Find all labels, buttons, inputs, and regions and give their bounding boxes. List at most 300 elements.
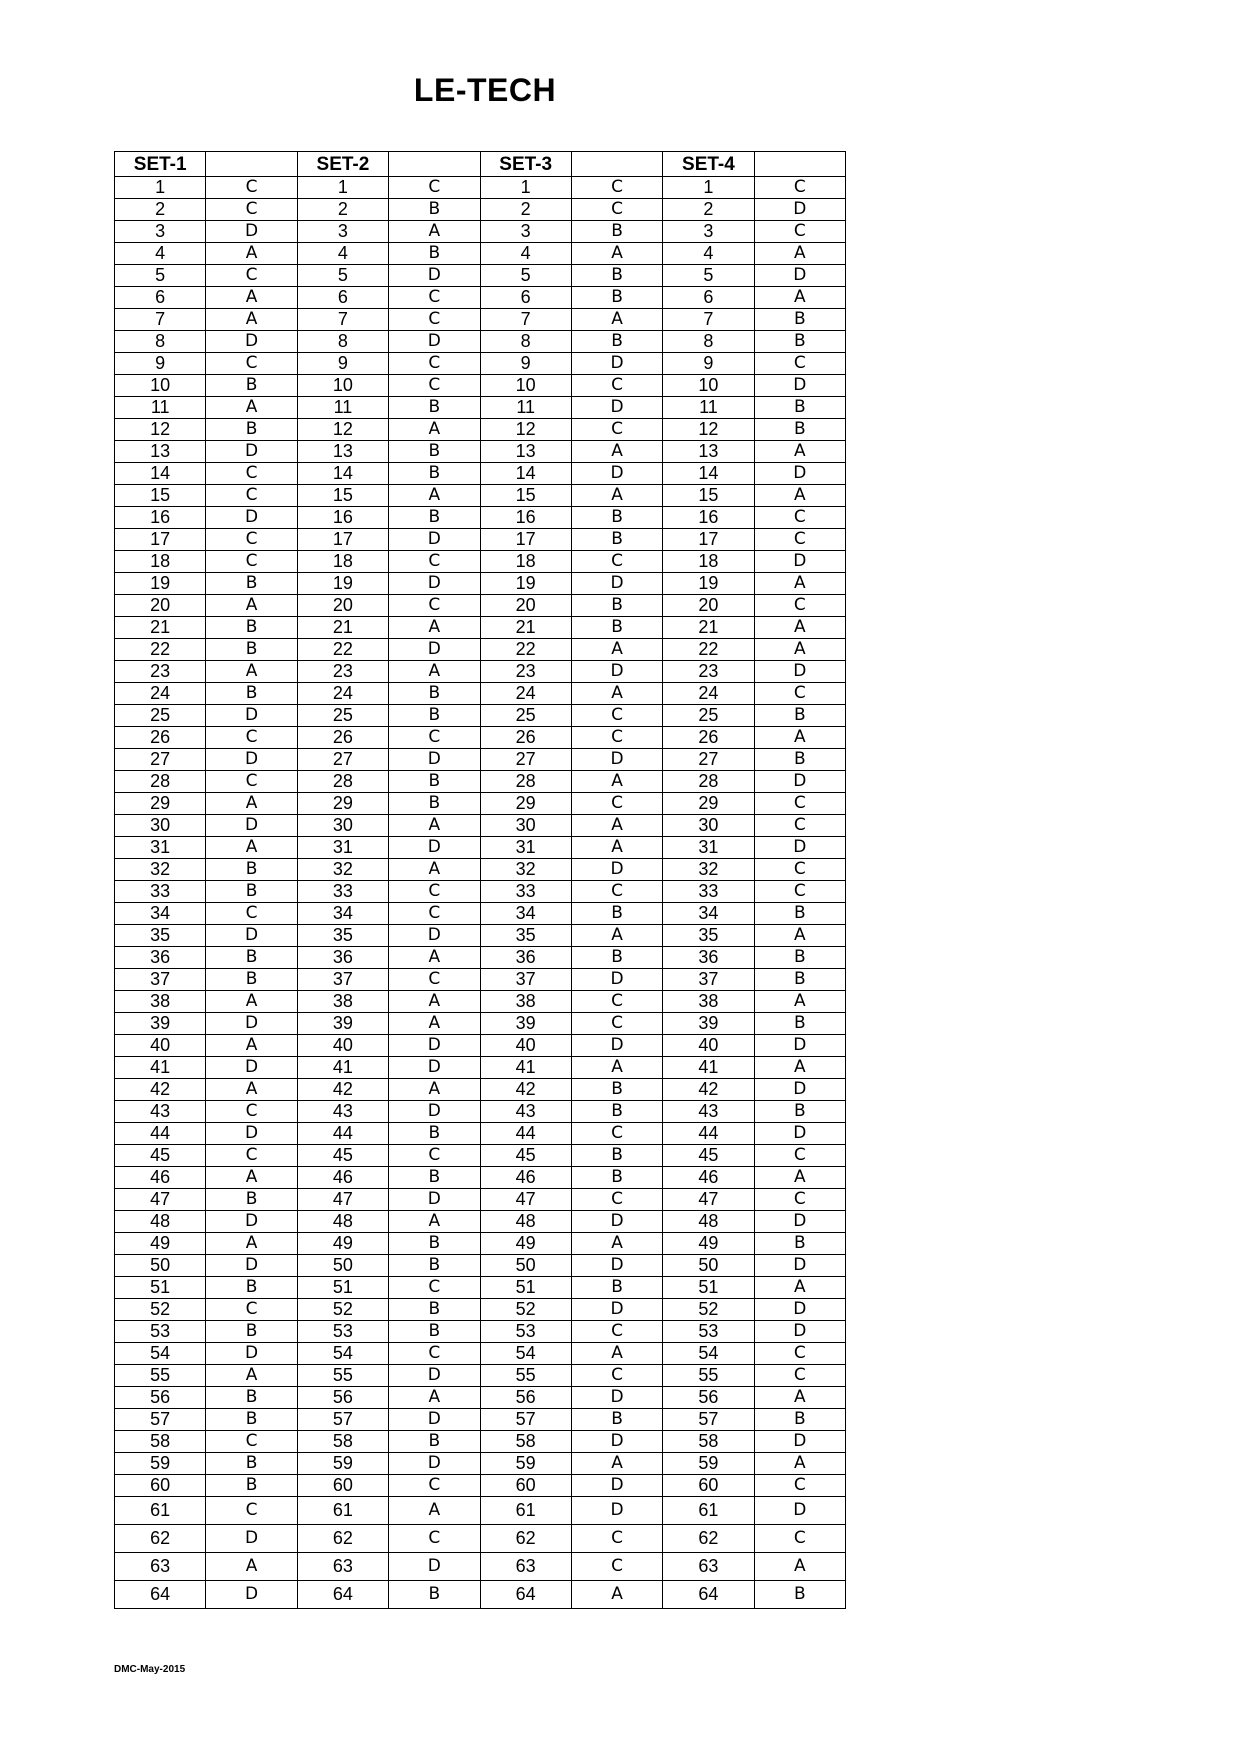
question-number-cell: 60 — [663, 1475, 754, 1497]
question-number-cell: 37 — [663, 969, 754, 991]
table-row — [115, 1365, 846, 1387]
answer-cell: B — [571, 287, 662, 309]
answer-cell: C — [754, 529, 845, 551]
answer-cell: C — [389, 1145, 480, 1167]
question-number-cell: 13 — [115, 441, 206, 463]
question-number-cell: 21 — [663, 617, 754, 639]
answer-cell: B — [206, 881, 297, 903]
question-number-cell: 47 — [663, 1189, 754, 1211]
question-number-cell: 45 — [480, 1145, 571, 1167]
question-number-cell: 62 — [115, 1525, 206, 1553]
table-row — [115, 749, 846, 771]
question-number-cell: 59 — [115, 1453, 206, 1475]
question-number-cell: 18 — [663, 551, 754, 573]
question-number-cell: 1 — [297, 177, 388, 199]
question-number-cell: 17 — [663, 529, 754, 551]
question-number-cell: 44 — [297, 1123, 388, 1145]
answer-cell: C — [571, 1525, 662, 1553]
answer-cell: B — [206, 1453, 297, 1475]
question-number-cell: 57 — [297, 1409, 388, 1431]
question-number-cell: 57 — [663, 1409, 754, 1431]
answer-cell: B — [571, 1079, 662, 1101]
table-row — [115, 661, 846, 683]
question-number-cell: 18 — [297, 551, 388, 573]
answer-cell: D — [206, 1013, 297, 1035]
answer-cell: D — [754, 463, 845, 485]
answer-cell: D — [571, 661, 662, 683]
question-number-cell: 32 — [663, 859, 754, 881]
question-number-cell: 23 — [480, 661, 571, 683]
answer-cell: B — [206, 639, 297, 661]
table-row — [115, 969, 846, 991]
answer-cell: C — [206, 463, 297, 485]
table-row — [115, 1233, 846, 1255]
question-number-cell: 57 — [480, 1409, 571, 1431]
question-number-cell: 59 — [297, 1453, 388, 1475]
question-number-cell: 2 — [297, 199, 388, 221]
question-number-cell: 11 — [480, 397, 571, 419]
table-row — [115, 947, 846, 969]
table-row — [115, 441, 846, 463]
table-row — [115, 859, 846, 881]
answer-cell: C — [754, 1343, 845, 1365]
table-row — [115, 353, 846, 375]
question-number-cell: 17 — [297, 529, 388, 551]
answer-cell: A — [754, 441, 845, 463]
answer-cell: D — [206, 749, 297, 771]
answer-cell: C — [571, 551, 662, 573]
question-number-cell: 41 — [480, 1057, 571, 1079]
answer-cell: C — [206, 199, 297, 221]
question-number-cell: 47 — [480, 1189, 571, 1211]
question-number-cell: 54 — [480, 1343, 571, 1365]
answer-cell: A — [206, 991, 297, 1013]
table-row — [115, 485, 846, 507]
question-number-cell: 10 — [480, 375, 571, 397]
question-number-cell: 26 — [480, 727, 571, 749]
answer-cell: B — [571, 507, 662, 529]
table-row — [115, 199, 846, 221]
question-number-cell: 4 — [480, 243, 571, 265]
header-cell — [754, 152, 845, 177]
answer-cell: D — [389, 1057, 480, 1079]
question-number-cell: 11 — [115, 397, 206, 419]
question-number-cell: 16 — [480, 507, 571, 529]
question-number-cell: 24 — [115, 683, 206, 705]
question-number-cell: 7 — [297, 309, 388, 331]
answer-cell: D — [754, 1431, 845, 1453]
answer-cell: D — [206, 507, 297, 529]
answer-cell: B — [571, 947, 662, 969]
question-number-cell: 46 — [480, 1167, 571, 1189]
question-number-cell: 39 — [480, 1013, 571, 1035]
question-number-cell: 31 — [663, 837, 754, 859]
answer-cell: C — [206, 485, 297, 507]
question-number-cell: 16 — [115, 507, 206, 529]
answer-cell: D — [389, 1365, 480, 1387]
question-number-cell: 19 — [115, 573, 206, 595]
question-number-cell: 5 — [297, 265, 388, 287]
question-number-cell: 36 — [663, 947, 754, 969]
answer-cell: C — [571, 1189, 662, 1211]
question-number-cell: 53 — [480, 1321, 571, 1343]
question-number-cell: 37 — [480, 969, 571, 991]
answer-cell: C — [389, 1343, 480, 1365]
answer-cell: D — [206, 705, 297, 727]
answer-cell: C — [389, 353, 480, 375]
answer-cell: C — [754, 1145, 845, 1167]
question-number-cell: 5 — [480, 265, 571, 287]
answer-cell: A — [389, 617, 480, 639]
table-row — [115, 309, 846, 331]
answer-cell: D — [389, 1101, 480, 1123]
answer-cell: A — [571, 837, 662, 859]
question-number-cell: 48 — [480, 1211, 571, 1233]
question-number-cell: 16 — [297, 507, 388, 529]
table-row — [115, 639, 846, 661]
question-number-cell: 21 — [115, 617, 206, 639]
answer-cell: C — [754, 793, 845, 815]
question-number-cell: 37 — [115, 969, 206, 991]
answer-cell: D — [389, 837, 480, 859]
table-row — [115, 221, 846, 243]
question-number-cell: 15 — [480, 485, 571, 507]
answer-cell: B — [389, 793, 480, 815]
answer-cell: B — [389, 199, 480, 221]
question-number-cell: 15 — [663, 485, 754, 507]
answer-cell: D — [571, 1497, 662, 1525]
question-number-cell: 32 — [115, 859, 206, 881]
question-number-cell: 50 — [480, 1255, 571, 1277]
answer-cell: B — [206, 617, 297, 639]
question-number-cell: 14 — [115, 463, 206, 485]
question-number-cell: 55 — [480, 1365, 571, 1387]
question-number-cell: 10 — [663, 375, 754, 397]
table-row — [115, 1101, 846, 1123]
answer-cell: B — [754, 1409, 845, 1431]
question-number-cell: 25 — [480, 705, 571, 727]
answer-cell: C — [571, 1365, 662, 1387]
answer-cell: B — [206, 947, 297, 969]
answer-cell: C — [389, 903, 480, 925]
question-number-cell: 20 — [663, 595, 754, 617]
answer-cell: C — [571, 1013, 662, 1035]
answer-cell: D — [571, 1431, 662, 1453]
answer-cell: C — [389, 551, 480, 573]
table-row — [115, 573, 846, 595]
table-row — [115, 1211, 846, 1233]
question-number-cell: 29 — [663, 793, 754, 815]
answer-cell: D — [571, 1211, 662, 1233]
question-number-cell: 60 — [480, 1475, 571, 1497]
table-row — [115, 837, 846, 859]
question-number-cell: 9 — [115, 353, 206, 375]
answer-cell: A — [571, 441, 662, 463]
table-row — [115, 1167, 846, 1189]
answer-cell: B — [389, 243, 480, 265]
answer-cell: D — [571, 969, 662, 991]
answer-cell: D — [571, 573, 662, 595]
table-row — [115, 463, 846, 485]
question-number-cell: 63 — [480, 1553, 571, 1581]
answer-cell: B — [389, 463, 480, 485]
table-row — [115, 419, 846, 441]
table-row — [115, 1497, 846, 1525]
answer-cell: A — [389, 419, 480, 441]
answer-cell: A — [389, 1497, 480, 1525]
answer-cell: D — [571, 1035, 662, 1057]
answer-cell: B — [389, 1233, 480, 1255]
answer-cell: C — [571, 705, 662, 727]
question-number-cell: 17 — [480, 529, 571, 551]
question-number-cell: 25 — [663, 705, 754, 727]
answer-cell: D — [754, 1079, 845, 1101]
answer-cell: C — [206, 903, 297, 925]
table-row — [115, 727, 846, 749]
question-number-cell: 54 — [663, 1343, 754, 1365]
question-number-cell: 17 — [115, 529, 206, 551]
question-number-cell: 53 — [297, 1321, 388, 1343]
answer-cell: B — [389, 1255, 480, 1277]
question-number-cell: 30 — [297, 815, 388, 837]
answer-cell: A — [754, 287, 845, 309]
question-number-cell: 20 — [480, 595, 571, 617]
question-number-cell: 22 — [115, 639, 206, 661]
question-number-cell: 28 — [480, 771, 571, 793]
answer-cell: C — [389, 727, 480, 749]
answer-cell: D — [571, 397, 662, 419]
answer-cell: D — [389, 639, 480, 661]
answer-cell: C — [754, 353, 845, 375]
table-row — [115, 595, 846, 617]
answer-cell: B — [571, 1409, 662, 1431]
question-number-cell: 61 — [480, 1497, 571, 1525]
question-number-cell: 12 — [297, 419, 388, 441]
answer-cell: A — [754, 639, 845, 661]
question-number-cell: 62 — [480, 1525, 571, 1553]
table-row — [115, 771, 846, 793]
answer-cell: A — [389, 661, 480, 683]
answer-cell: B — [754, 397, 845, 419]
answer-cell: A — [206, 837, 297, 859]
table-row — [115, 705, 846, 727]
answer-cell: C — [754, 507, 845, 529]
table-row — [115, 529, 846, 551]
answer-cell: B — [754, 1233, 845, 1255]
answer-cell: B — [754, 947, 845, 969]
answer-cell: B — [206, 1387, 297, 1409]
table-row — [115, 1123, 846, 1145]
answer-cell: D — [206, 1581, 297, 1609]
table-row — [115, 1409, 846, 1431]
answer-cell: A — [754, 1387, 845, 1409]
table-row — [115, 551, 846, 573]
answer-cell: C — [389, 1277, 480, 1299]
question-number-cell: 44 — [663, 1123, 754, 1145]
question-number-cell: 45 — [663, 1145, 754, 1167]
question-number-cell: 1 — [663, 177, 754, 199]
question-number-cell: 20 — [297, 595, 388, 617]
question-number-cell: 40 — [115, 1035, 206, 1057]
answer-cell: B — [389, 507, 480, 529]
table-row — [115, 881, 846, 903]
question-number-cell: 14 — [297, 463, 388, 485]
question-number-cell: 56 — [663, 1387, 754, 1409]
answer-cell: A — [571, 1453, 662, 1475]
answer-cell: B — [389, 1431, 480, 1453]
question-number-cell: 22 — [297, 639, 388, 661]
answer-cell: A — [206, 1079, 297, 1101]
table-row — [115, 1013, 846, 1035]
question-number-cell: 8 — [297, 331, 388, 353]
answer-cell: A — [571, 1343, 662, 1365]
answer-cell: B — [754, 331, 845, 353]
question-number-cell: 53 — [663, 1321, 754, 1343]
question-number-cell: 64 — [297, 1581, 388, 1609]
question-number-cell: 9 — [297, 353, 388, 375]
question-number-cell: 41 — [297, 1057, 388, 1079]
question-number-cell: 38 — [480, 991, 571, 1013]
answer-cell: A — [754, 1453, 845, 1475]
question-number-cell: 3 — [115, 221, 206, 243]
question-number-cell: 32 — [480, 859, 571, 881]
answer-cell: D — [754, 1123, 845, 1145]
answer-cell: B — [571, 1145, 662, 1167]
question-number-cell: 60 — [297, 1475, 388, 1497]
answer-cell: A — [571, 485, 662, 507]
table-row — [115, 1145, 846, 1167]
answer-cell: A — [754, 1057, 845, 1079]
answer-cell: C — [389, 1525, 480, 1553]
answer-cell: C — [206, 1497, 297, 1525]
answer-cell: A — [206, 661, 297, 683]
question-number-cell: 13 — [480, 441, 571, 463]
question-number-cell: 64 — [480, 1581, 571, 1609]
answer-cell: C — [206, 1299, 297, 1321]
answer-cell: B — [571, 1167, 662, 1189]
question-number-cell: 46 — [663, 1167, 754, 1189]
table-row — [115, 815, 846, 837]
table-row — [115, 793, 846, 815]
answer-cell: B — [754, 419, 845, 441]
question-number-cell: 55 — [297, 1365, 388, 1387]
question-number-cell: 34 — [115, 903, 206, 925]
table-row — [115, 617, 846, 639]
answer-cell: C — [206, 551, 297, 573]
header-cell: SET-2 — [297, 152, 388, 177]
question-number-cell: 23 — [663, 661, 754, 683]
question-number-cell: 42 — [115, 1079, 206, 1101]
answer-cell: A — [571, 639, 662, 661]
answer-cell: A — [206, 243, 297, 265]
answer-cell: A — [206, 1167, 297, 1189]
question-number-cell: 33 — [480, 881, 571, 903]
question-number-cell: 15 — [297, 485, 388, 507]
question-number-cell: 12 — [115, 419, 206, 441]
question-number-cell: 19 — [480, 573, 571, 595]
question-number-cell: 34 — [297, 903, 388, 925]
question-number-cell: 59 — [663, 1453, 754, 1475]
question-number-cell: 53 — [115, 1321, 206, 1343]
table-row — [115, 331, 846, 353]
answer-cell: A — [571, 815, 662, 837]
question-number-cell: 18 — [480, 551, 571, 573]
answer-cell: D — [206, 1343, 297, 1365]
answer-cell: C — [754, 595, 845, 617]
question-number-cell: 49 — [297, 1233, 388, 1255]
answer-cell: D — [206, 1057, 297, 1079]
answer-cell: C — [389, 177, 480, 199]
question-number-cell: 47 — [115, 1189, 206, 1211]
question-number-cell: 19 — [297, 573, 388, 595]
question-number-cell: 32 — [297, 859, 388, 881]
answer-cell: A — [754, 485, 845, 507]
answer-cell: B — [571, 265, 662, 287]
question-number-cell: 14 — [480, 463, 571, 485]
answer-cell: A — [389, 947, 480, 969]
answer-cell: C — [754, 221, 845, 243]
question-number-cell: 22 — [663, 639, 754, 661]
question-number-cell: 63 — [663, 1553, 754, 1581]
page-title: LE-TECH — [413, 72, 557, 108]
question-number-cell: 3 — [297, 221, 388, 243]
table-row — [115, 1035, 846, 1057]
question-number-cell: 3 — [663, 221, 754, 243]
answer-cell: D — [389, 749, 480, 771]
answer-cell: D — [754, 1255, 845, 1277]
answer-cell: A — [206, 1035, 297, 1057]
question-number-cell: 15 — [115, 485, 206, 507]
table-row — [115, 991, 846, 1013]
header-cell — [571, 152, 662, 177]
answer-cell: A — [389, 859, 480, 881]
answer-cell: A — [571, 309, 662, 331]
question-number-cell: 34 — [663, 903, 754, 925]
answer-cell: D — [571, 1387, 662, 1409]
question-number-cell: 3 — [480, 221, 571, 243]
answer-cell: B — [389, 683, 480, 705]
question-number-cell: 1 — [480, 177, 571, 199]
answer-cell: A — [754, 1553, 845, 1581]
question-number-cell: 33 — [297, 881, 388, 903]
answer-cell: D — [754, 265, 845, 287]
header-cell: SET-4 — [663, 152, 754, 177]
answer-cell: A — [389, 991, 480, 1013]
question-number-cell: 23 — [115, 661, 206, 683]
answer-cell: A — [206, 287, 297, 309]
table-row — [115, 375, 846, 397]
table-row — [115, 1277, 846, 1299]
question-number-cell: 7 — [663, 309, 754, 331]
answer-cell: D — [754, 199, 845, 221]
question-number-cell: 39 — [115, 1013, 206, 1035]
question-number-cell: 58 — [297, 1431, 388, 1453]
question-number-cell: 43 — [480, 1101, 571, 1123]
answer-cell: B — [206, 969, 297, 991]
answer-cell: D — [389, 265, 480, 287]
answer-cell: B — [206, 1475, 297, 1497]
answer-cell: C — [754, 177, 845, 199]
answer-cell: B — [754, 1581, 845, 1609]
answer-cell: A — [206, 1233, 297, 1255]
answer-cell: B — [389, 1123, 480, 1145]
answer-cell: D — [571, 1255, 662, 1277]
question-number-cell: 7 — [480, 309, 571, 331]
answer-cell: B — [571, 1277, 662, 1299]
question-number-cell: 54 — [297, 1343, 388, 1365]
header-row — [115, 152, 846, 177]
question-number-cell: 21 — [480, 617, 571, 639]
